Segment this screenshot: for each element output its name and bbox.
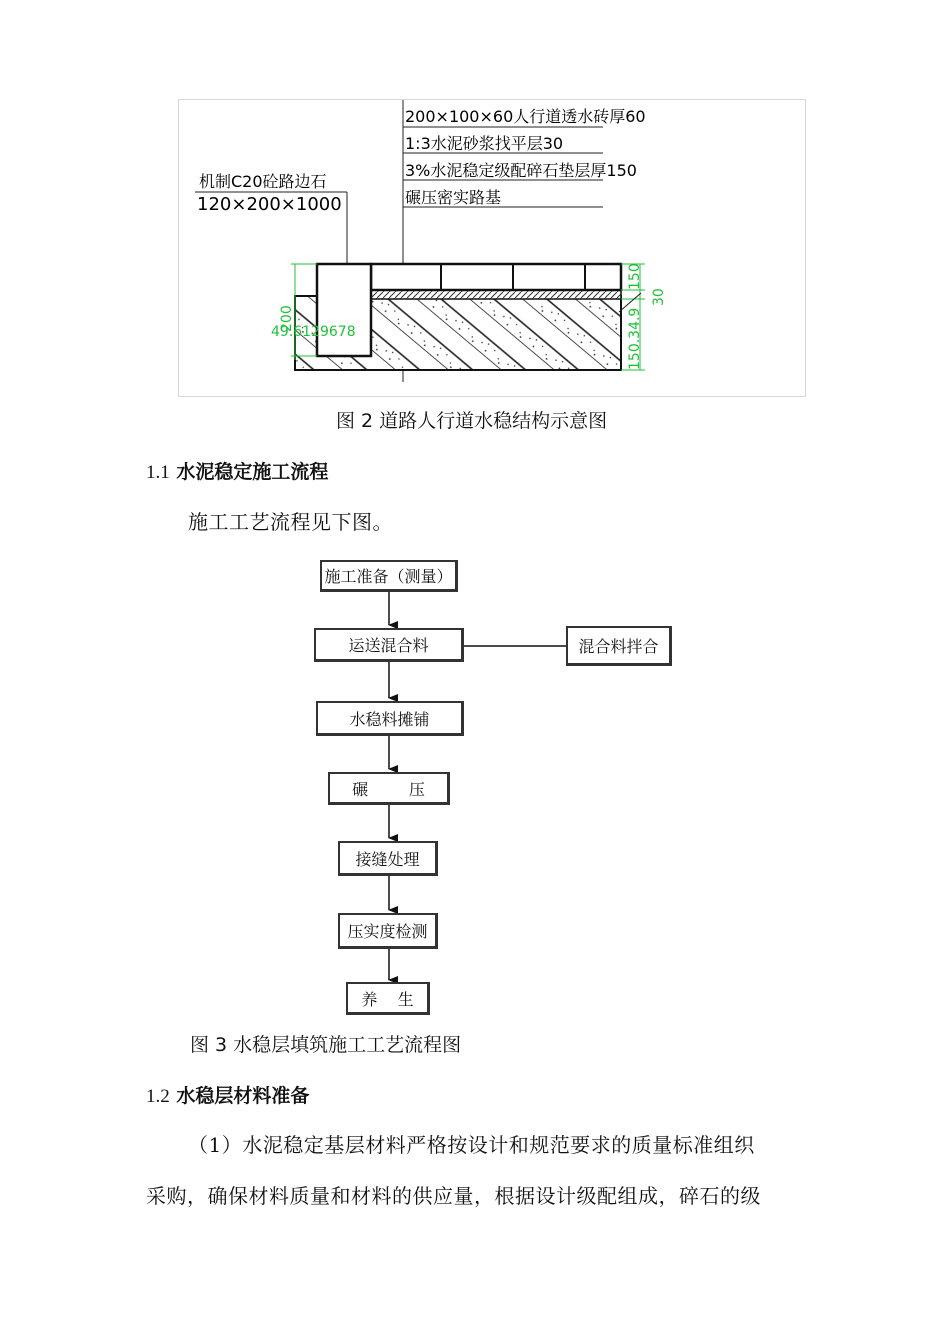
curb-name-label: 机制C20砼路边石 bbox=[199, 172, 327, 191]
curb-stone bbox=[317, 264, 371, 356]
section-heading-1-1 bbox=[146, 457, 328, 484]
flow-step-survey: 施工准备（测量） bbox=[320, 560, 458, 592]
flow-intro-text: 施工工艺流程见下图。 bbox=[188, 510, 393, 534]
figure2-caption: 图 2 道路人行道水稳结构示意图 bbox=[336, 410, 608, 432]
heading-number: 1.2 bbox=[146, 1086, 170, 1107]
flow-step-rolling: 碾 压 bbox=[328, 772, 450, 805]
dim-150b: 150.34.9 bbox=[627, 307, 643, 370]
flow-step-compaction-test: 压实度检测 bbox=[338, 913, 438, 949]
heading-text: 水稳层材料准备 bbox=[176, 1085, 310, 1107]
dim-150a: 150 bbox=[627, 263, 643, 290]
pavement-structure-drawing bbox=[179, 100, 807, 398]
brick-layer-label: 200×100×60人行道透水砖厚60 bbox=[405, 107, 646, 126]
flow-step-curing: 养 生 bbox=[346, 982, 430, 1015]
figure3-caption: 图 3 水稳层填筑施工工艺流程图 bbox=[190, 1034, 462, 1056]
paragraph-line-1: （1）水泥稳定基层材料严格按设计和规范要求的质量标准组织 bbox=[188, 1133, 755, 1157]
dim-left: 49.6129678 bbox=[271, 324, 356, 340]
brick-layer bbox=[371, 264, 621, 290]
flow-step-paving: 水稳料摊铺 bbox=[316, 701, 464, 736]
mortar-layer-label: 1:3水泥砂浆找平层30 bbox=[405, 134, 564, 153]
curb-size-label: 120×200×1000 bbox=[197, 194, 342, 215]
section-heading-1-2 bbox=[146, 1081, 309, 1108]
pavement-structure-figure bbox=[178, 99, 806, 397]
heading-text: 水泥稳定施工流程 bbox=[176, 461, 329, 483]
base-layer-label: 3%水泥稳定级配碎石垫层厚150 bbox=[405, 161, 637, 180]
construction-flowchart bbox=[300, 552, 690, 1022]
flow-step-transport-mix: 运送混合料 bbox=[314, 628, 464, 662]
subgrade-label: 碾压密实路基 bbox=[405, 188, 502, 207]
heading-number: 1.1 bbox=[146, 462, 170, 483]
dim-30: 30 bbox=[651, 288, 667, 306]
flow-step-joint: 接缝处理 bbox=[338, 841, 438, 876]
paragraph-line-2: 采购，确保材料质量和材料的供应量，根据设计级配组成，碎石的级 bbox=[146, 1184, 761, 1208]
mortar-layer bbox=[371, 290, 621, 299]
flow-step-mixing: 混合料拌合 bbox=[566, 626, 672, 666]
dim-200: 200 bbox=[279, 305, 295, 332]
